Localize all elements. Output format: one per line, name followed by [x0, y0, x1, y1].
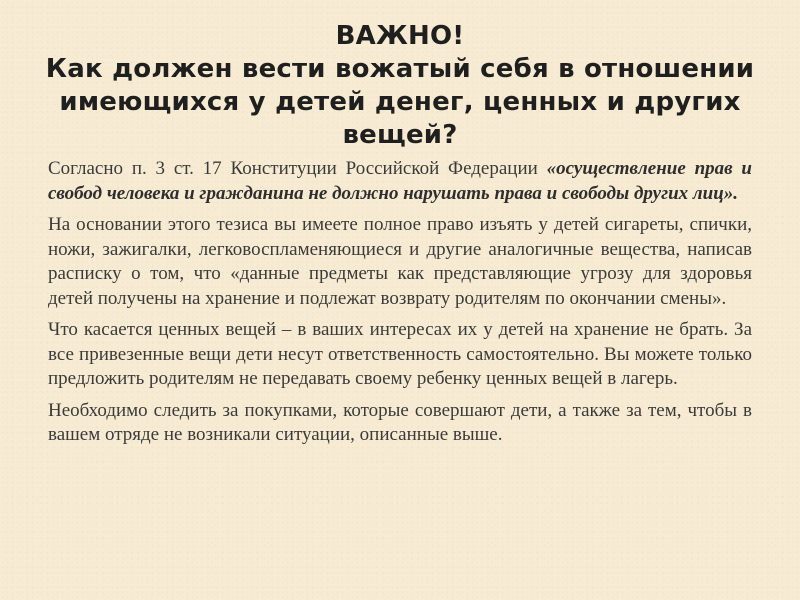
title-question: Как должен вести вожатый себя в отношении имеющихся у детей денег, ценных и других вещей? [45, 54, 755, 150]
paragraph-constitution [48, 157, 752, 206]
constitution-quote: «осуществление прав и свобод человека и гражданина не должно нарушать права и свободы других лиц». [48, 158, 752, 204]
slide-body [48, 157, 752, 455]
slide-title [40, 20, 760, 152]
paragraph-valuables: Что касается ценных вещей – в ваших интересах их у детей на хранение не брать. За все привезенные вещи дети несут ответственность самостоятельно. Вы можете только предложить родителям не передавать своему ребенку ценных вещей в лагерь. [48, 319, 752, 389]
paragraph-constitution-text: Согласно п. 3 ст. 17 Конституции Российской Федерации [48, 158, 547, 179]
title-important: ВАЖНО! [335, 21, 465, 51]
paragraph-purchases: Необходимо следить за покупками, которые совершают дети, а также за тем, чтобы в вашем отряде не возникали ситуации, описанные выше. [48, 399, 752, 445]
paragraph-confiscation: На основании этого тезиса вы имеете полное право изъять у детей сигареты, спички, ножи, зажигалки, легковоспламеняющиеся и другие аналогичные вещества, написав расписку о том, что «данные предметы как представляющие угрозу для здоровья детей получены на хранение и подлежат возврату родителям по окончании смены». [48, 214, 752, 309]
